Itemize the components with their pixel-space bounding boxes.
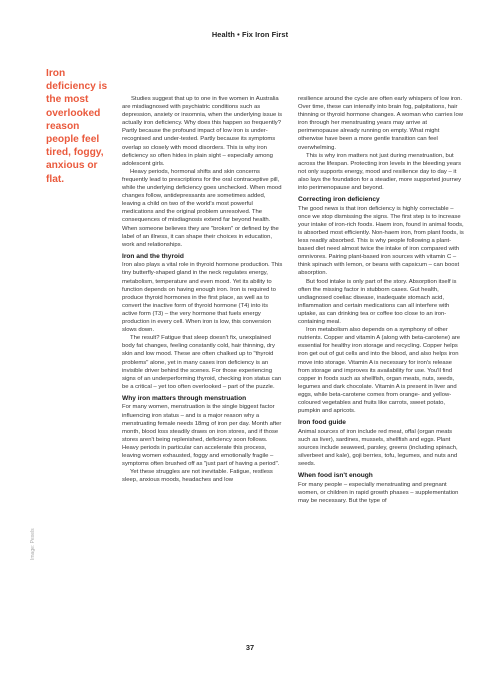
paragraph: The good news is that iron deficiency is highly correctable – once we stop dismissing the signs. The first step is to increase your intake of iron-rich foods. Haem iron, found in animal foods, is absorbed most efficiently. Non-haem iron, from plant foods, is less readily absorbed. This is why people following a plant-based diet need almost twice the intake of iron compared with omnivores. Pairing plant-based iron sources with vitamin C – think spinach with lemon, or beans with capsicum – can boost absorption.	[298, 205, 464, 277]
page-number: 37	[245, 643, 255, 652]
image-credit: Image: Pexels	[30, 528, 36, 560]
paragraph: Iron also plays a vital role in thyroid hormone production. This tiny butterfly-shaped gland in the neck regulates energy, metabolism, temperature and even mood. Yet its ability to function depends on having enough iron. Iron is required to produce thyroid hormones in the first place, as well as to convert the inactive form of thyroid hormone (T4) into its active form (T3) – the very hormone that fuels energy production in every cell. When iron is low, this conversion slows down.	[122, 262, 283, 334]
paragraph: The result? Fatigue that sleep doesn't fix, unexplained body fat changes, feeling constantly cold, hair thinning, dry skin and low mood. These are often chalked up to "thyroid problems" alone, yet in many cases iron deficiency is an invisible driver behind the scenes. For those experiencing signs of an underperforming thyroid, checking iron status can be a critical – yet too often overlooked – part of the puzzle.	[122, 335, 282, 390]
article-column-left	[122, 95, 285, 484]
pull-quote: Iron deficiency is the most overlooked reason people feel tired, foggy, anxious or flat.	[46, 68, 108, 185]
paragraph: This is why iron matters not just during menstruation, but across the lifespan. Protecting iron levels in the bleeding years not only supports energy, mood and resilience day to day – it also lays the foundation for a steadier, more supported journey into perimenopause and beyond.	[298, 152, 462, 192]
paragraph: Yet these struggles are not inevitable. Fatigue, restless sleep, anxious moods, headaches and low	[122, 469, 273, 484]
article-column-right	[298, 95, 464, 505]
paragraph: But food intake is only part of the story. Absorption itself is often the missing factor in stubborn cases. Gut health, undiagnosed coeliac disease, inadequate stomach acid, inflammation and certain medications can all interfere with uptake, as can drinking tea or coffee too close to an iron-containing meal.	[298, 278, 457, 326]
subheading-food-guide: Iron food guide	[298, 419, 346, 427]
paragraph: Studies suggest that up to one in five women in Australia are misdiagnosed with psychiatric conditions such as depression, anxiety or insomnia, when the underlying issue is actually iron deficiency. Why does this happen so frequently? Partly because the profound impact of low iron is under-recognised and under-tested. Partly because its symptoms overlap so closely with mood disorders. This is why iron deficiency so often hides in plain sight – especially among adolescent girls.	[122, 96, 283, 167]
subheading-food-not-enough: When food isn't enough	[298, 472, 373, 480]
running-header: Health • Fix Iron First	[211, 30, 289, 39]
paragraph: Heavy periods, hormonal shifts and skin concerns frequently lead to prescriptions for the oral contraceptive pill, while the underlying deficiency goes unchecked. When mood changes follow, antidepressants are sometimes added, leaving a child on two of the world's most powerful medications and the original problem unresolved. The consequences of misdiagnosis extend far beyond health. When someone believes they are "broken" or defined by the label of an illness, it can shape their choices in education, work and relationships.	[122, 168, 282, 248]
paragraph: For many people – especially menstruating and pregnant women, or children in rapid growth phases – supplementation may be necessary. But the type of	[298, 481, 459, 504]
subheading-iron-thyroid: Iron and the thyroid	[122, 252, 184, 260]
subheading-correcting: Correcting iron deficiency	[298, 196, 380, 204]
subheading-menstruation: Why iron matters through menstruation	[122, 394, 247, 402]
paragraph: resilience around the cycle are often early whispers of low iron. Over time, these can intensify into brain fog, palpitations, hair thinning or thyroid hormone changes. A woman who carries low iron through her menstruating years may arrive at perimenopause already running on empty. What might otherwise have been a more gentle transition can feel overwhelming.	[298, 96, 464, 151]
paragraph: Iron metabolism also depends on a symphony of other nutrients. Copper and vitamin A (along with beta-carotene) are essential for healthy iron storage and recycling. Copper helps iron get out of gut cells and into the blood, and also helps iron move into storage. Vitamin A is necessary for iron's release from storage and improves its availability for use. You'll find copper in foods such as shellfish, organ meats, nuts, seeds, legumes and dark chocolate. Vitamin A is present in liver and eggs, while beta-carotene comes from orange- and yellow-coloured vegetables and fruits like carrots, sweet potato, pumpkin and apricots.	[298, 327, 461, 415]
paragraph: For many women, menstruation is the single biggest factor influencing iron status – and is a major reason why a menstruating female needs 18mg of iron per day. Month after month, blood loss steadily draws on iron stores, and if those stores aren't being replenished, deficiency soon follows. Heavy periods in particular can accelerate this process, leaving women exhausted, foggy and emotionally fragile – symptoms often brushed off as "just part of having a period".	[122, 404, 282, 468]
paragraph: Animal sources of iron include red meat, offal (organ meats such as liver), sardines, mussels, shellfish and eggs. Plant sources include seaweed, parsley, greens (including spinach, silverbeet and kale), goji berries, tofu, legumes, and nuts and seeds.	[298, 428, 458, 468]
